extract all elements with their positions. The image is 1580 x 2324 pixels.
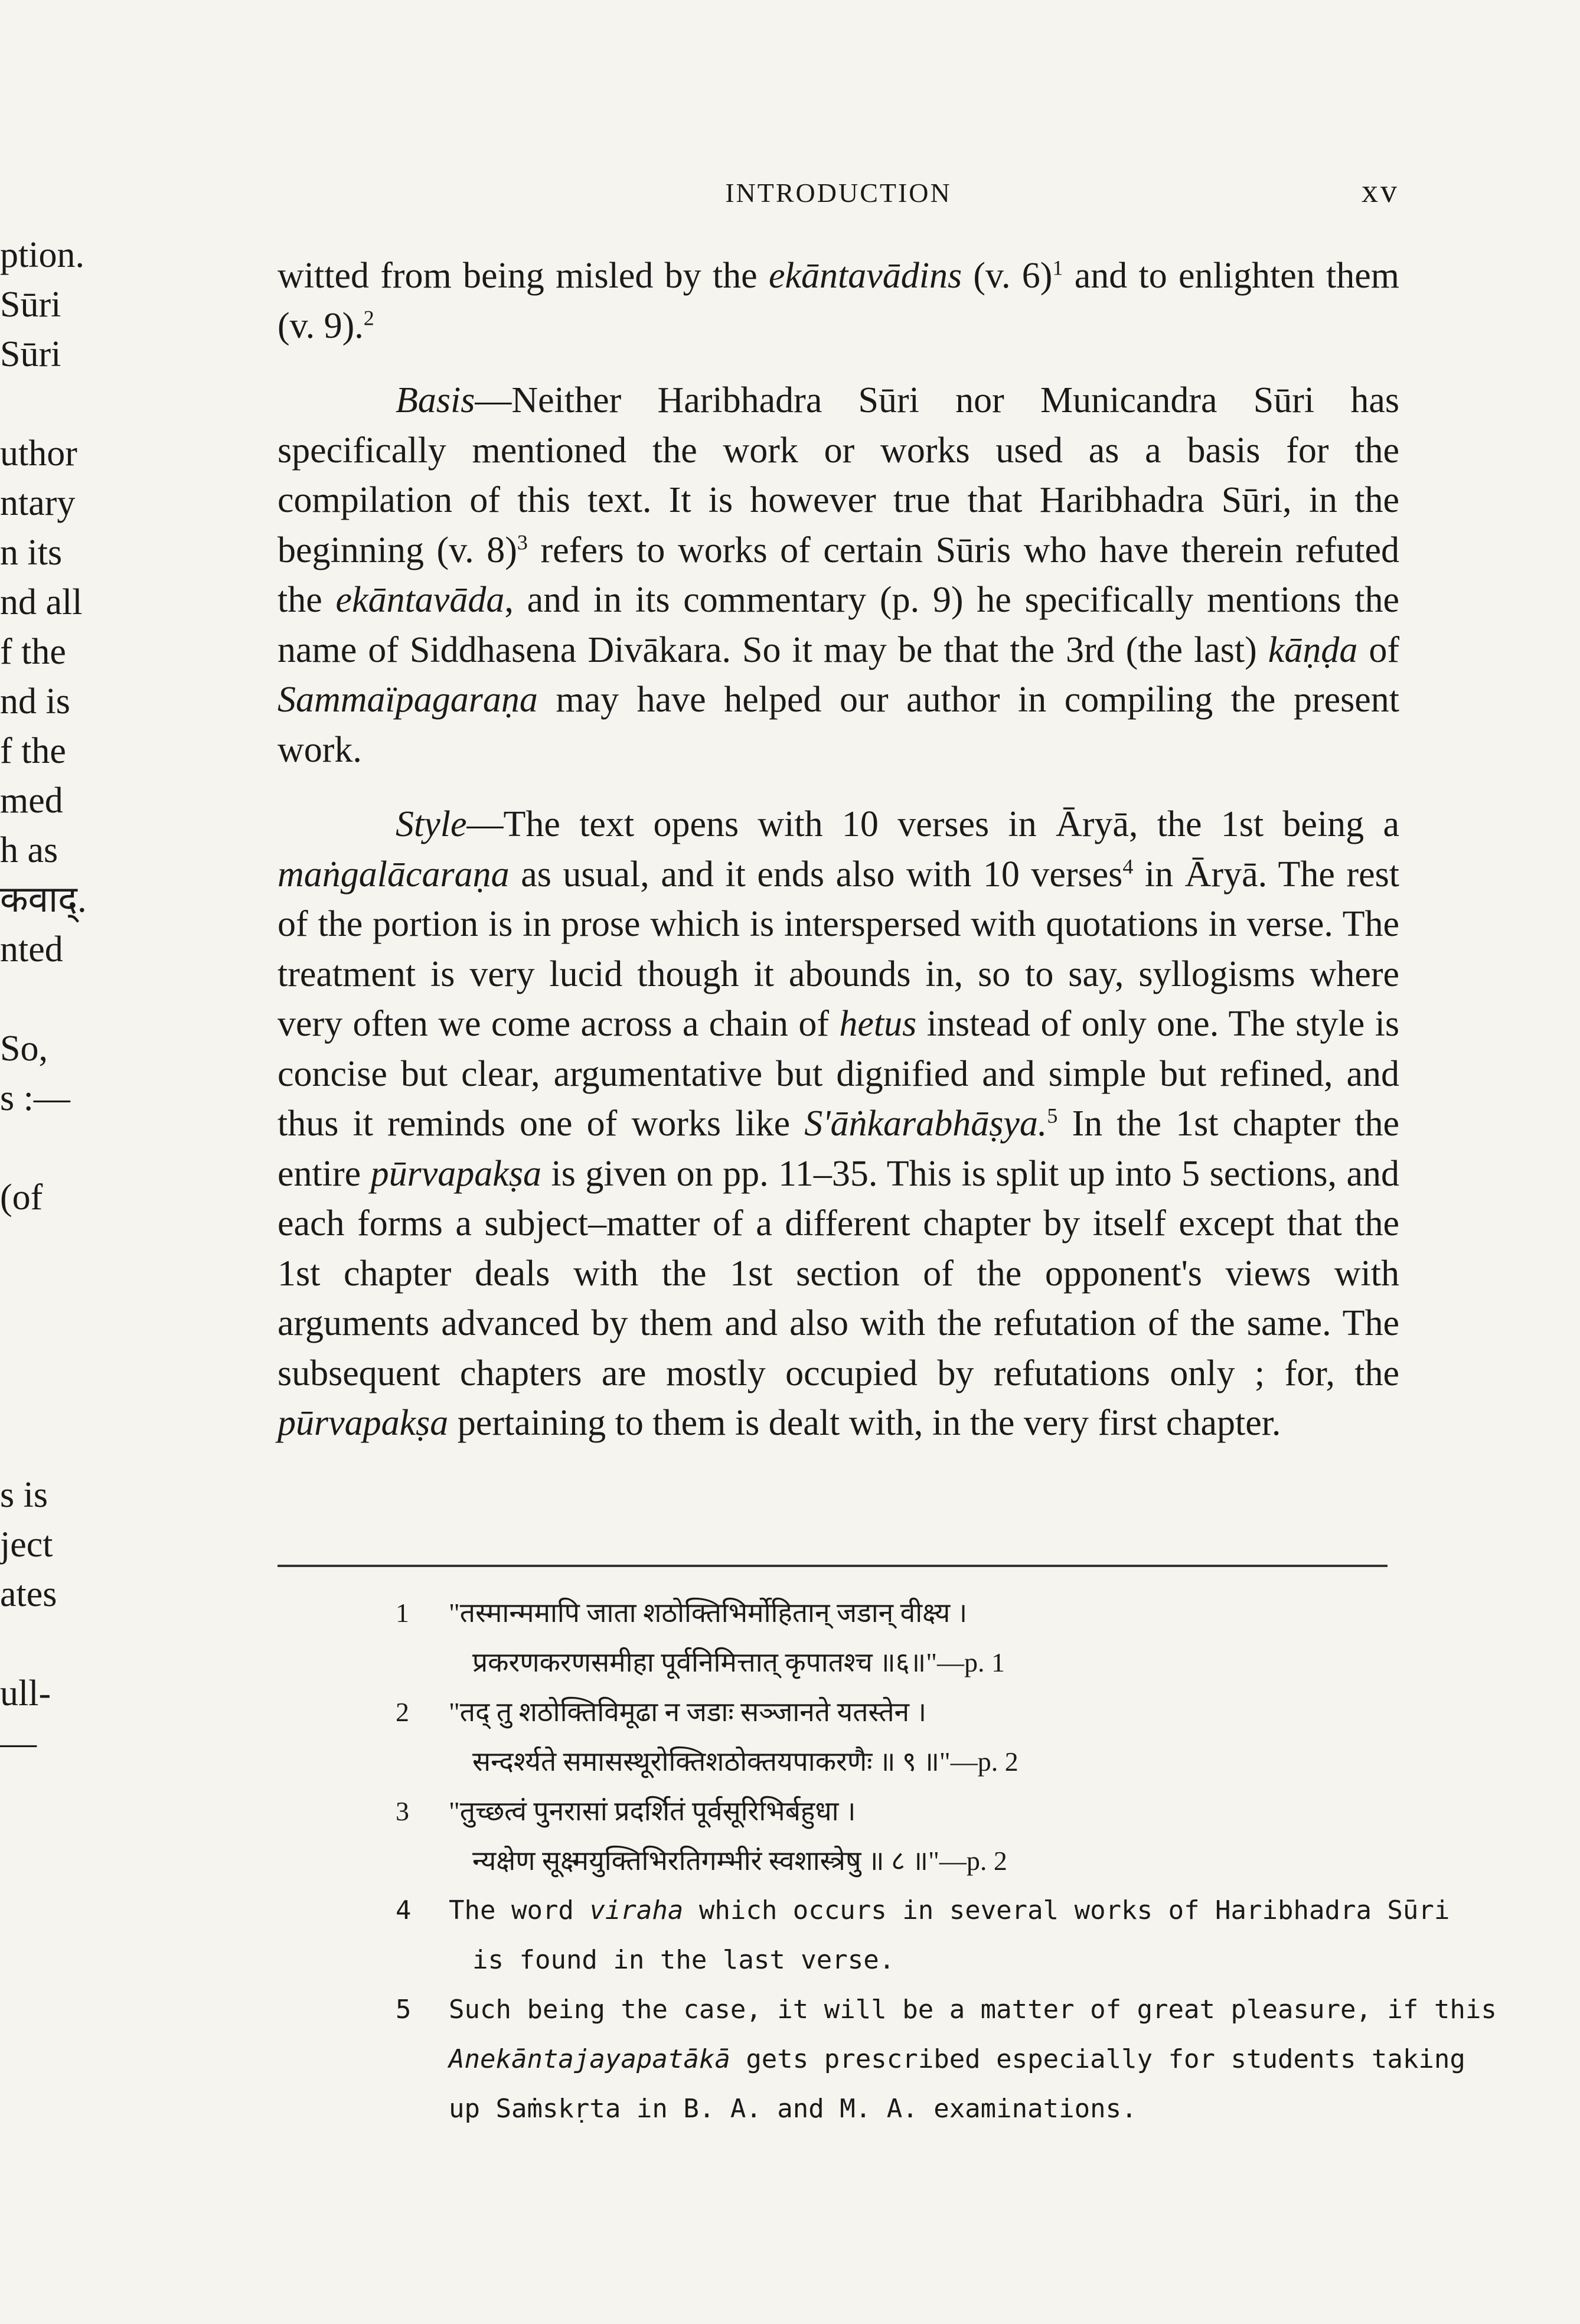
margin-fragment bbox=[0, 1222, 118, 1272]
footnote-2 bbox=[396, 1687, 1399, 1787]
footnotes bbox=[396, 1588, 1497, 2134]
margin-fragment: s is bbox=[0, 1475, 48, 1515]
margin-fragment: So, bbox=[0, 1029, 48, 1069]
footnote-number: 5 bbox=[396, 1995, 412, 2025]
margin-fragment: nd is bbox=[0, 681, 70, 722]
main-text bbox=[278, 251, 1399, 1473]
footnote-number: 3 bbox=[396, 1796, 409, 1826]
margin-fragment: ject bbox=[0, 1525, 53, 1565]
margin-fragment bbox=[0, 1272, 118, 1321]
footnote-1 bbox=[396, 1588, 1399, 1687]
margin-fragment: कवाद्. bbox=[0, 880, 87, 920]
paragraph-basis: Basis—Neither Haribhadra Sūri nor Municandra Sūri has specifically mentioned the work or works used as a basis for the compilation of this text. It is however true that Haribhadra Sūri, in the beginning (v. 8)$^3$ refers to works of certain Sūris who have therein refuted the ekāntavāda, and in its commentary (p. 9) he specifically mentions the name of Siddhasena Divākara. So it may be that the 3rd (the last) kāṇḍa of Sammaïpagaraṇa may have helped our author in compiling the present work. bbox=[278, 380, 1399, 770]
running-head: INTRODUCTION bbox=[725, 178, 952, 208]
footnote-line: प्रकरणकरणसमीहा पूर्वनिमित्तात् कृपातश्च ॥६॥"—p. 1 bbox=[472, 1647, 1005, 1677]
margin-fragment bbox=[0, 1619, 118, 1669]
margin-fragment: Sūri bbox=[0, 285, 61, 325]
section-label-style: Style bbox=[396, 804, 467, 844]
footnote-rule bbox=[278, 1565, 1388, 1567]
margin-fragment: nted bbox=[0, 929, 63, 970]
section-label-basis: Basis bbox=[396, 380, 475, 420]
margin-fragment: h as bbox=[0, 830, 58, 870]
facing-page-margin bbox=[0, 230, 118, 1768]
footnote-line: The word viraha which occurs in several works of Haribhadra Sūri bbox=[449, 1895, 1450, 1925]
footnote-line: up Saṁskṛta in B. A. and M. A. examinations. bbox=[449, 2094, 1137, 2124]
footnote-line: "तुच्छत्वं पुनरासां प्रदर्शितं पूर्वसूरिभिर्बहुधा । bbox=[449, 1796, 856, 1826]
footnote-line: "तद् तु शठोक्तिविमूढा न जडाः सञ्जानते यतस्तेन । bbox=[449, 1697, 927, 1727]
margin-fragment: uthor bbox=[0, 433, 77, 474]
margin-fragment: Sūri bbox=[0, 334, 61, 374]
footnote-line: Anekāntajayapatākā gets prescribed especially for students taking bbox=[449, 2044, 1465, 2074]
footnote-4 bbox=[396, 1886, 1450, 1985]
footnote-number: 2 bbox=[396, 1697, 409, 1727]
margin-fragment: ntary bbox=[0, 483, 76, 523]
footnote-line: न्यक्षेण सूक्ष्मयुक्तिभिरतिगम्भीरं स्वशास्त्रेषु ॥ ८ ॥"—p. 2 bbox=[472, 1846, 1007, 1876]
paragraph-continuation: witted from being misled by the ekāntavādins (v. 6)$^1$ and to enlighten them (v. 9).$^2$ bbox=[278, 256, 1399, 346]
margin-fragment bbox=[0, 974, 118, 1024]
footnote-number: 4 bbox=[396, 1895, 412, 1925]
footnote-line: is found in the last verse. bbox=[472, 1945, 895, 1975]
margin-fragment: f the bbox=[0, 731, 66, 771]
margin-fragment: ates bbox=[0, 1574, 57, 1614]
footnote-line: "तस्मान्ममापि जाता शठोक्तिभिर्मोहितान् जडान् वीक्ष्य । bbox=[449, 1598, 968, 1628]
margin-fragment: ull- bbox=[0, 1673, 51, 1713]
margin-fragment bbox=[0, 1421, 118, 1470]
footnote-3 bbox=[396, 1787, 1399, 1886]
margin-fragment: nd all bbox=[0, 582, 83, 622]
margin-fragment: f the bbox=[0, 632, 66, 672]
footnote-line: सन्दर्श्यते समासस्थूरोक्तिशठोक्तयपाकरणैः ॥ ९ ॥"—p. 2 bbox=[472, 1747, 1018, 1777]
footnote-number: 1 bbox=[396, 1598, 409, 1628]
margin-fragment bbox=[0, 1321, 118, 1371]
margin-fragment bbox=[0, 1371, 118, 1421]
footnote-line: Such being the case, it will be a matter of great pleasure, if this bbox=[449, 1995, 1497, 2025]
margin-fragment bbox=[0, 379, 118, 429]
margin-fragment: (of bbox=[0, 1177, 43, 1218]
paragraph-style: Style—The text opens with 10 verses in Āryā, the 1st being a maṅgalācaraṇa as usual, and it ends also with 10 verses$^4$ in Āryā. The rest of the portion is in prose which is interspersed with quotations in verse. The treatment is very lucid though it abounds in, so to say, syllogisms where very often we come across a chain of hetus instead of only one. The style is concise but clear, argumentative but dignified and simple but refined, and thus it reminds one of works like S'āṅkarabhāṣya.$^5$ In the 1st chapter the entire pūrvapakṣa is given on pp. 11–35. This is split up into 5 sections, and each forms a subject–matter of a different chapter by itself except that the 1st chapter deals with the 1st section of the opponent's views with arguments advanced by them and also with the refutation of the same. The subsequent chapters are mostly occupied by refutations only ; for, the pūrvapakṣa pertaining to them is dealt with, in the very first chapter. bbox=[278, 804, 1400, 1443]
footnote-5 bbox=[396, 1985, 1497, 2134]
margin-fragment: med bbox=[0, 781, 63, 821]
margin-fragment: — bbox=[0, 1723, 37, 1763]
margin-fragment: s :— bbox=[0, 1078, 70, 1118]
margin-fragment bbox=[0, 1123, 118, 1173]
page-number: xv bbox=[1362, 173, 1399, 210]
margin-fragment: n its bbox=[0, 533, 63, 573]
margin-fragment: ption. bbox=[0, 235, 84, 275]
